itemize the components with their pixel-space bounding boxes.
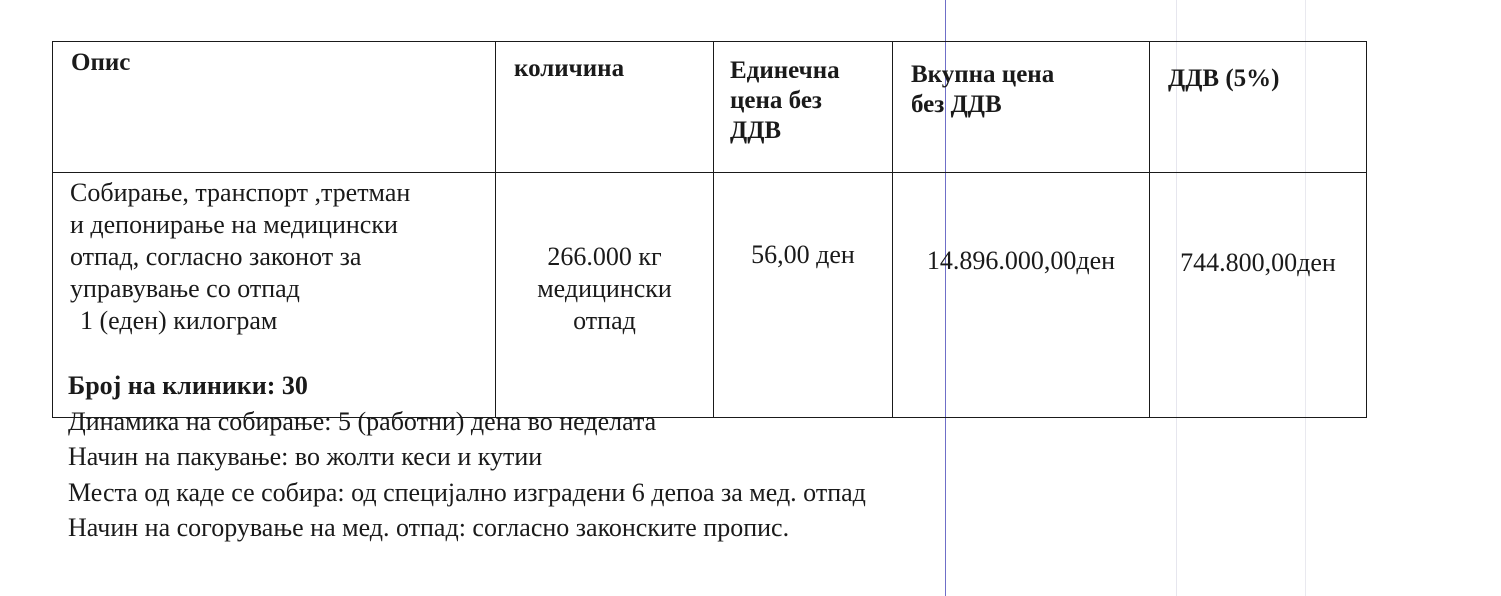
description-line: Собирање, транспорт ,третман [70,178,411,207]
cell-unit-price: 56,00 ден [714,173,893,418]
header-description: Опис [53,42,496,173]
description-line: управување со отпад [70,274,300,303]
header-unit-price [714,42,893,173]
header-unit-price-line: ДДВ [730,117,782,144]
notes-section [68,368,866,546]
description-line: 1 (еден) килограм [80,306,278,335]
header-unit-price-line: Единечна [730,57,840,84]
cell-total-price: 14.896.000,00ден [893,173,1150,418]
quantity-line: медицински [537,274,672,303]
collection-places: Места од каде се собира: од специјално изградени 6 депоа за мед. отпад [68,477,866,507]
header-total-price [893,42,1150,173]
quantity-line: отпад [573,306,636,335]
cell-vat: 744.800,00ден [1150,173,1367,418]
quantity-line: 266.000 кг [547,242,662,271]
header-total-price-line: без ДДВ [911,91,1002,118]
header-total-price-line: Вкупна цена [911,61,1055,88]
price-table [52,41,1367,418]
clinics-count: Број на клиники: 30 [68,371,308,400]
collection-dynamics: Динамика на собирање: 5 (работни) дена во неделата [68,406,657,436]
header-vat: ДДВ (5%) [1150,42,1367,173]
description-line: и депонирање на медицински [70,210,398,239]
description-line: отпад, согласно законот за [70,242,362,271]
incineration-method: Начин на согорување на мед. отпад: согласно законските пропис. [68,513,790,542]
table-header-row [53,42,1367,173]
header-unit-price-line: цена без [730,87,822,114]
header-quantity: количина [496,42,714,173]
packaging-method: Начин на пакување: во жолти кеси и кутии [68,442,543,471]
